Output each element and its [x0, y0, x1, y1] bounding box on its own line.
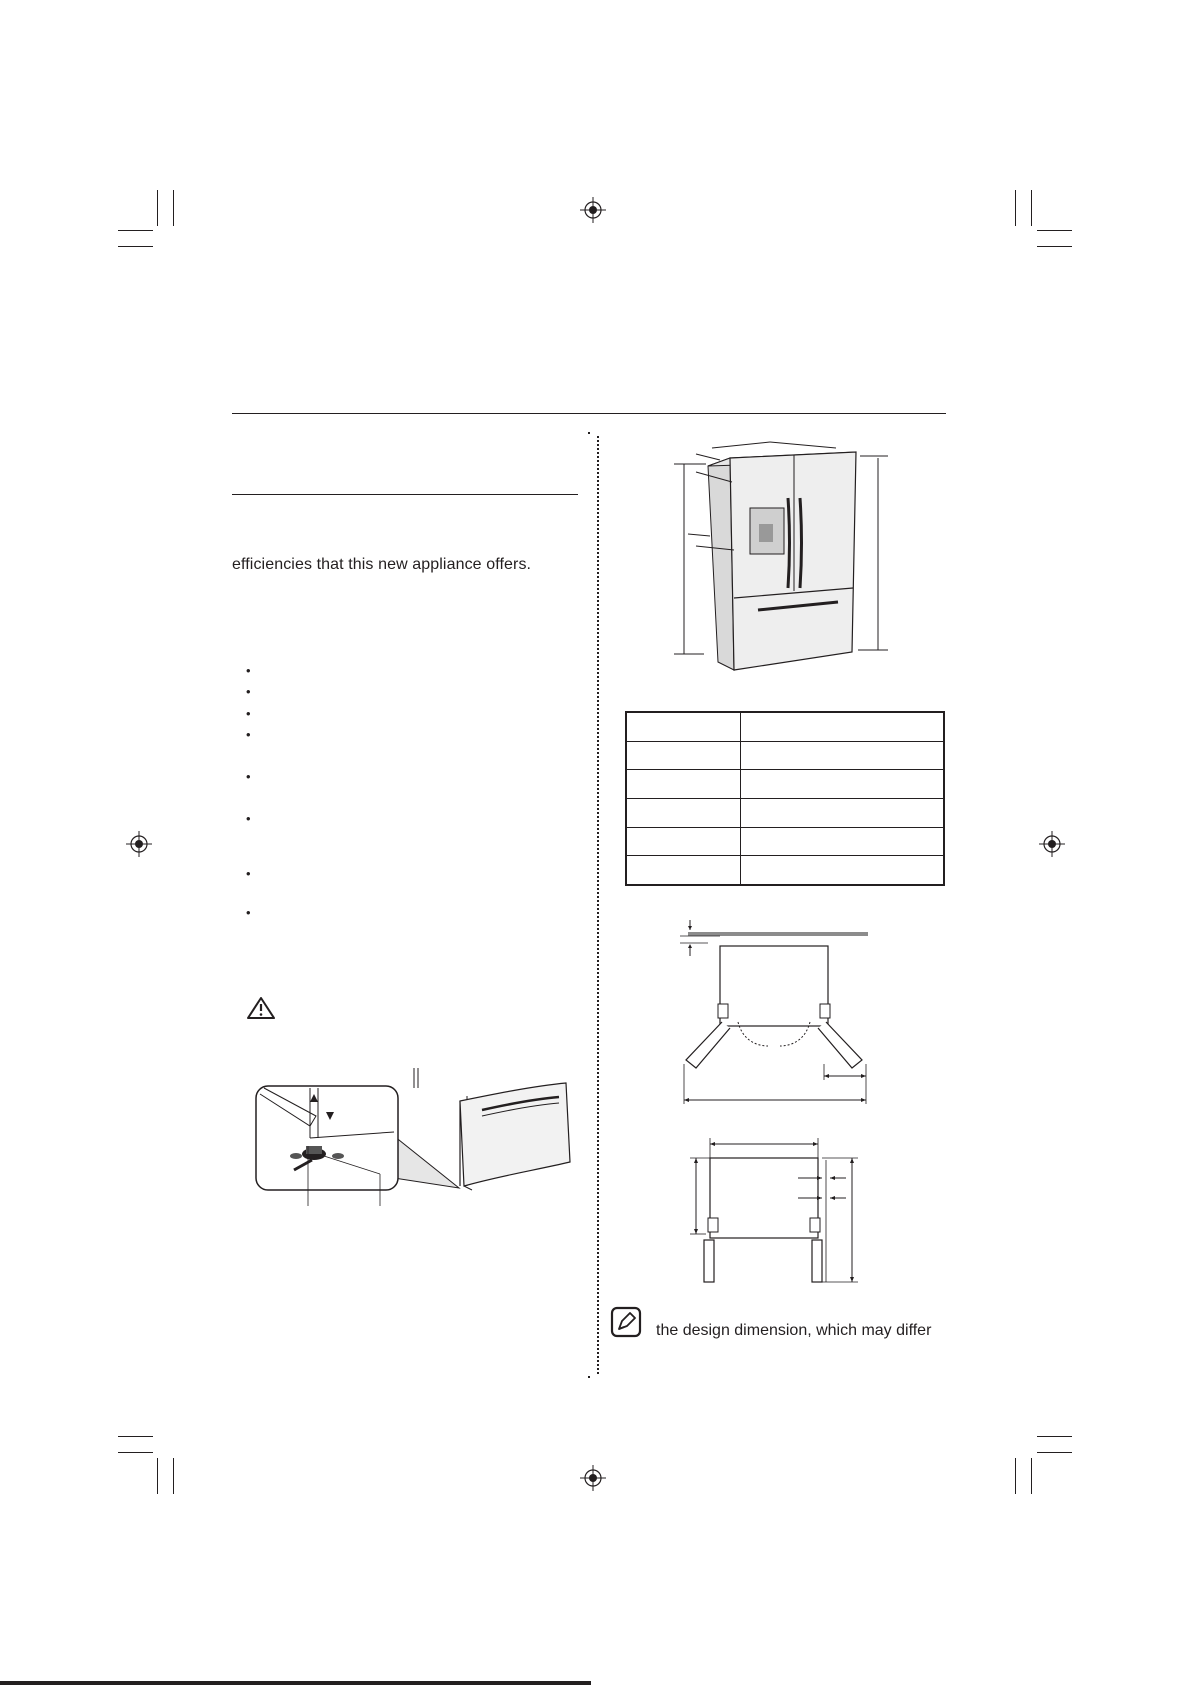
crop-mark [173, 1458, 174, 1494]
bullet: • [246, 866, 251, 881]
crop-mark [157, 190, 158, 226]
note-pencil-icon [610, 1306, 642, 1338]
dimensions-table [625, 711, 945, 886]
bullet: • [246, 663, 251, 678]
crop-mark [1031, 190, 1032, 226]
crop-mark [1037, 230, 1072, 231]
crop-mark [118, 230, 153, 231]
table-row [626, 712, 944, 741]
registration-mark-icon [125, 830, 153, 858]
table-cell [741, 712, 945, 741]
table-cell [741, 856, 945, 885]
bullet: • [246, 706, 251, 721]
table-row [626, 856, 944, 885]
divider-dot [588, 432, 590, 434]
bullet: • [246, 769, 251, 784]
table-row [626, 741, 944, 770]
table-cell [626, 741, 741, 770]
crop-mark [1015, 190, 1016, 226]
crop-mark [173, 190, 174, 226]
bullet: • [246, 811, 251, 826]
crop-mark [1037, 246, 1072, 247]
bullet: • [246, 905, 251, 920]
note-text: the design dimension, which may differ [656, 1322, 932, 1339]
table-cell [626, 827, 741, 856]
registration-mark-icon [579, 196, 607, 224]
header-rule [232, 413, 946, 414]
section-rule [232, 494, 578, 495]
bullet: • [246, 684, 251, 699]
bullet: • [246, 727, 251, 742]
table-cell [741, 798, 945, 827]
intro-text: efficiencies that this new appliance offers. [232, 556, 532, 573]
column-divider [597, 436, 599, 1374]
table-cell [741, 770, 945, 799]
divider-dot [588, 1376, 590, 1378]
table-cell [626, 712, 741, 741]
door-clearance-top-view [680, 918, 880, 1108]
page-bottom-edge [0, 1681, 591, 1685]
crop-mark [1037, 1452, 1072, 1453]
table-cell [741, 827, 945, 856]
leveling-foot-illustration [254, 1066, 574, 1206]
crop-mark [118, 246, 153, 247]
table-cell [626, 770, 741, 799]
table-row [626, 798, 944, 827]
table-cell [741, 741, 945, 770]
crop-mark [1037, 1436, 1072, 1437]
table-cell [626, 856, 741, 885]
table-row [626, 827, 944, 856]
crop-mark [1015, 1458, 1016, 1494]
registration-mark-icon [579, 1464, 607, 1492]
crop-mark [157, 1458, 158, 1494]
warning-triangle-icon [246, 996, 276, 1020]
refrigerator-illustration [660, 438, 900, 686]
registration-mark-icon [1038, 830, 1066, 858]
table-cell [626, 798, 741, 827]
table-row [626, 770, 944, 799]
crop-mark [118, 1452, 153, 1453]
door-clearance-straight-view [686, 1136, 866, 1288]
crop-mark [1031, 1458, 1032, 1494]
crop-mark [118, 1436, 153, 1437]
